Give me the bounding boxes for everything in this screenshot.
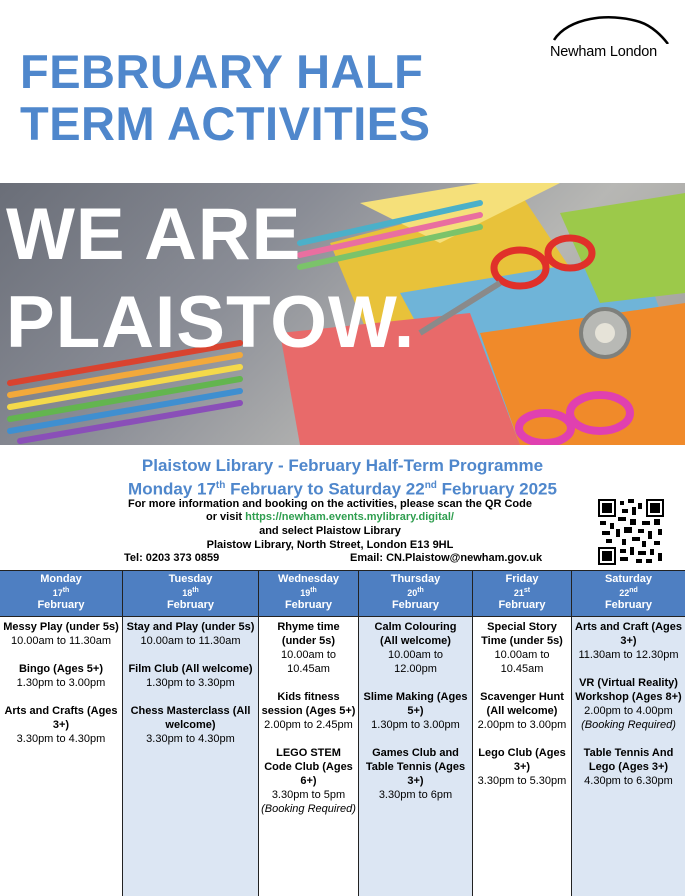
- dates-end-suffix: nd: [424, 480, 437, 491]
- day-month: February: [284, 599, 333, 611]
- day-date: 22nd: [619, 587, 638, 598]
- activity-time: 10.00am to 12.00pm: [387, 649, 444, 675]
- logo-arc-icon: [548, 14, 676, 44]
- day-column-friday: [473, 571, 572, 896]
- activity-time: 3.30pm to 6pm: [378, 789, 453, 801]
- activity: [473, 746, 571, 788]
- info-line-select: and select Plaistow Library: [259, 525, 401, 537]
- logo-text: Newham London: [550, 44, 658, 60]
- activity-time: 1.30pm to 3.00pm: [371, 719, 460, 731]
- main-title: [20, 46, 540, 149]
- main-title-line-1: FEBRUARY HALF: [20, 45, 424, 98]
- dates-end: February 2025: [436, 479, 557, 499]
- day-name: Monday: [40, 573, 82, 585]
- day-date: 17th: [52, 587, 70, 598]
- activity-title: Games Club and Table Tennis (Ages 3+): [365, 747, 466, 787]
- hero-slogan-line-1: WE ARE: [6, 194, 302, 275]
- activity-title: Film Club (All welcome): [128, 663, 253, 675]
- programme-dates: [0, 475, 685, 500]
- activity: [473, 620, 571, 676]
- dates-start-day: Monday 17: [128, 479, 216, 499]
- day-date: 21st: [513, 587, 531, 598]
- day-column-wednesday: [259, 571, 359, 896]
- hero-slogan-line-2: PLAISTOW.: [6, 281, 416, 363]
- activity-title: Chess Masterclass (All welcome): [130, 705, 251, 731]
- info-line-visit: [80, 510, 580, 524]
- day-date: 18th: [182, 587, 199, 598]
- newham-london-logo: [548, 14, 676, 66]
- day-name: Friday: [505, 573, 539, 585]
- library-telephone: Tel: 0203 373 0859: [124, 552, 220, 564]
- activity-title: Arts and Crafts (Ages 3+): [4, 705, 118, 731]
- library-address: Plaistow Library, North Street, London E13 9HL: [206, 539, 454, 551]
- activity: [259, 746, 358, 816]
- qr-code-icon[interactable]: [598, 499, 664, 565]
- activity-note: (Booking Required): [581, 719, 676, 731]
- dates-start-suffix: th: [215, 480, 226, 491]
- day-name: Wednesday: [278, 573, 339, 585]
- activity: [572, 746, 685, 788]
- day-column-tuesday: [123, 571, 259, 896]
- hero-slogan: [6, 191, 415, 366]
- activity-time: 2.00pm to 2.45pm: [264, 719, 353, 731]
- booking-link[interactable]: https://newham.events.mylibrary.digital/: [245, 511, 454, 523]
- activity-title: Messy Play (under 5s): [3, 621, 119, 633]
- activity-note: (Booking Required): [261, 803, 356, 815]
- activity-time: 4.30pm to 6.30pm: [584, 775, 673, 787]
- activity-title: Scavenger Hunt (All welcome): [480, 691, 564, 717]
- day-month: February: [37, 599, 85, 611]
- activity: [359, 690, 472, 732]
- day-header: [259, 571, 358, 617]
- activity-title: Rhyme time (under 5s): [277, 621, 340, 647]
- activity: [572, 620, 685, 662]
- programme-title: Plaistow Library - February Half-Term Programme: [141, 456, 544, 475]
- day-month: February: [604, 599, 653, 611]
- activity-time: 3.30pm to 5.30pm: [477, 775, 567, 787]
- day-name: Tuesday: [168, 573, 213, 585]
- dates-mid: February to Saturday 22: [225, 479, 425, 499]
- day-name: Thursday: [390, 573, 441, 585]
- activity-time: 10.00am to 11.30am: [140, 635, 241, 647]
- activity-time: 2.00pm to 4.00pm: [584, 705, 673, 717]
- activity: [572, 676, 685, 732]
- activity-time: 10.00am to 11.30am: [10, 635, 112, 647]
- activity: [0, 704, 122, 746]
- activity-time: 3.30pm to 4.30pm: [16, 733, 106, 745]
- activity-title: Calm Colouring (All welcome): [374, 621, 457, 647]
- day-month: February: [166, 599, 215, 611]
- activity-title: Slime Making (Ages 5+): [363, 691, 468, 717]
- day-header: [0, 571, 122, 617]
- activity-title: Lego Club (Ages 3+): [478, 747, 566, 773]
- day-month: February: [498, 599, 546, 611]
- day-column-thursday: [359, 571, 473, 896]
- day-column-monday: [0, 571, 123, 896]
- activity: [259, 620, 358, 676]
- activity: [473, 690, 571, 732]
- activity: [0, 620, 122, 648]
- activity: [123, 704, 258, 746]
- info-visit-prefix: or visit: [206, 511, 246, 523]
- activity-time: 3.30pm to 5pm: [271, 789, 346, 801]
- info-line-qr: For more information and booking on the activities, please scan the QR Code: [127, 498, 532, 510]
- activity: [259, 690, 358, 732]
- activity-time: 2.00pm to 3.00pm: [477, 719, 567, 731]
- day-month: February: [391, 599, 440, 611]
- day-name: Saturday: [604, 573, 653, 585]
- day-column-saturday: [572, 571, 685, 896]
- day-date: 19th: [300, 587, 317, 598]
- activity-title: LEGO STEM Code Club (Ages 6+): [264, 747, 353, 787]
- day-header: [359, 571, 472, 617]
- hero-image: [0, 183, 685, 445]
- activity: [123, 620, 258, 648]
- activity-time: 1.30pm to 3.00pm: [16, 677, 106, 689]
- day-header: [572, 571, 685, 617]
- day-header: [123, 571, 258, 617]
- activity-time: 10.00am to 10.45am: [494, 649, 550, 675]
- activity-title: Special Story Time (under 5s): [481, 621, 563, 647]
- activity-title: VR (Virtual Reality) Workshop (Ages 8+): [575, 677, 682, 703]
- activity-time: 11.30am to 12.30pm: [578, 649, 679, 661]
- activity-title: Table Tennis And Lego (Ages 3+): [583, 747, 674, 773]
- day-header: [473, 571, 571, 617]
- activity: [359, 620, 472, 676]
- main-title-line-2: TERM ACTIVITIES: [20, 96, 431, 150]
- activity-time: 3.30pm to 4.30pm: [146, 733, 235, 745]
- activity: [359, 746, 472, 802]
- library-email[interactable]: Email: CN.Plaistow@newham.gov.uk: [350, 552, 543, 564]
- activity-time: 10.00am to 10.45am: [280, 649, 337, 675]
- programme-timetable: [0, 570, 685, 896]
- activity-time: 1.30pm to 3.30pm: [146, 677, 235, 689]
- activity: [123, 662, 258, 690]
- activity: [0, 662, 122, 690]
- activity-title: Stay and Play (under 5s): [126, 621, 255, 633]
- activity-title: Arts and Craft (Ages 3+): [575, 621, 682, 647]
- activity-title: Kids fitness session (Ages 5+): [261, 691, 356, 717]
- activity-title: Bingo (Ages 5+): [18, 663, 104, 675]
- day-date: 20th: [407, 587, 424, 598]
